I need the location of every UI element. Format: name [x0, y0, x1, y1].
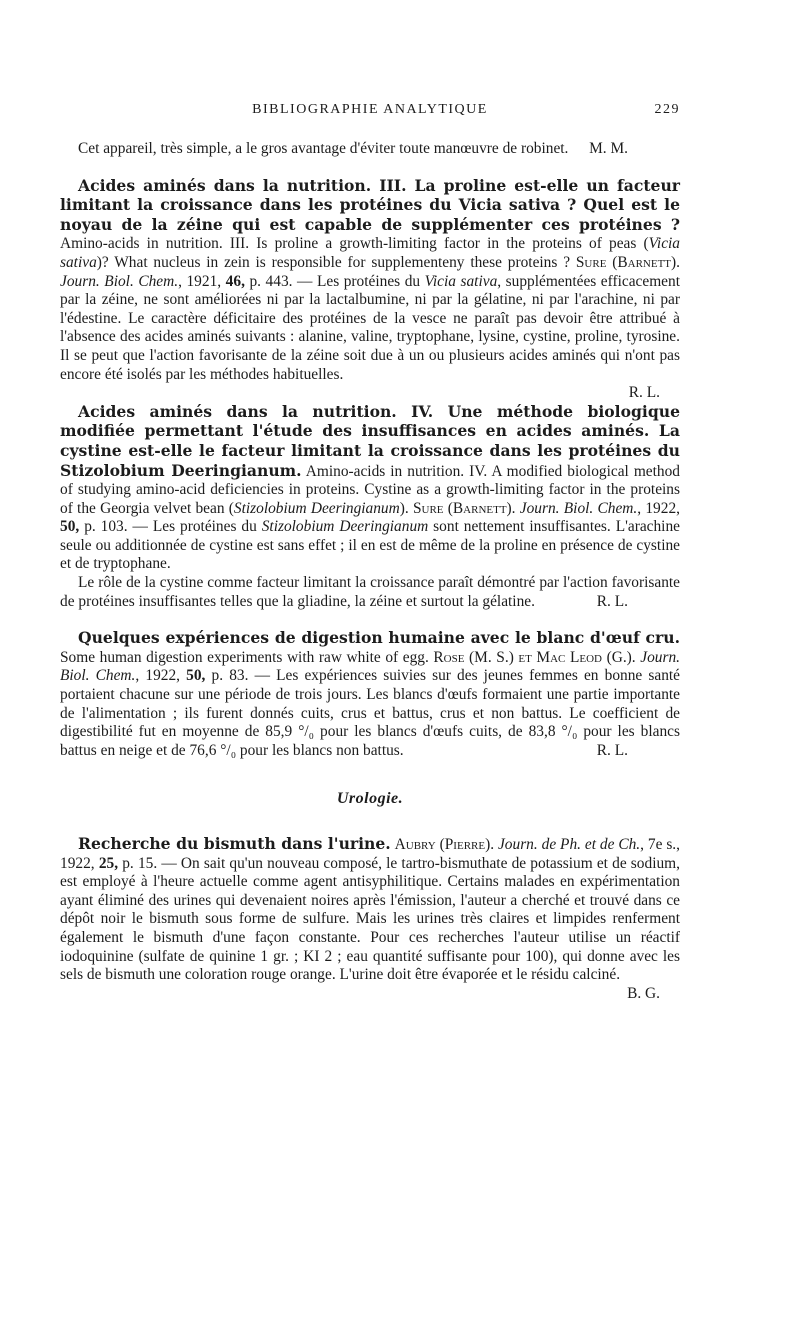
- entry-proline-author: Sure (Barnett).: [575, 253, 680, 271]
- entry-bismuth: Recherche du bismuth dans l'urine. Aubry (Pierre). Journ. de Ph. et de Ch., 7e s., 1922, 25, p. 15. — On sait qu'un nouveau composé, le tartro-bismuthate de potassium et de sodium, est employé à l'heure actuelle comme agent antisyphilitique. Certains malades en expérimentation ayant éliminé des urines qui devenaient noires après l'émission, l'auteur a cherché et trouvé dans ce dépôt noir le bismuth sous forme de sulfure. Mais les urines très claires et limpides renferment également le bismuth d'une façon constante. Pour ces recherches l'auteur utilise un réactif iodoquinine (sulfate de quinine 1 gr. ; KI 2 ; eau quantité suffisante pour 100), qui donne avec les sels de bismuth une coloration rouge orange. L'urine doit être évaporée et le résidu calciné. B. G.: [60, 834, 681, 1002]
- entry-proline-summary: — Les protéines du: [292, 272, 425, 290]
- entry-cystine: Acides aminés dans la nutrition. IV. Une méthode biologique modifiée permettant l'étude des insuffisances en acides aminés. La cystine est-elle le facteur limitant la croissance dans les protéines du Stizolobium Deeringianum. Amino-acids in nutrition. IV. A modified biological method of studying amino-acid deficiencies in proteins. Cystine as a growth-limiting factor in the proteins of the Georgia velvet bean (Stizolobium Deeringianum). Sure (Barnett). Journ. Biol. Chem., 1922, 50, p. 103. — Les protéines du Stizolobium Deeringianum sont nettement insuffisantes. L'arachine seule ou additionnée de cystine est sans effet ; il en est de même de la proline en présence de cystine et de tryptophane.: [60, 401, 680, 573]
- entry-cystine-journal: Journ. Biol. Chem.: [519, 499, 638, 517]
- entry-bismuth-volume: 25,: [98, 854, 119, 872]
- entry-bismuth-signature: B. G.: [627, 984, 660, 1002]
- entry-egg-white-summary: — Les expériences suivies sur des jeunes femmes en bonne santé portaient chacune sur une période de trois jours. Les blancs d'œufs formaient une partie importante de l'alimentation ; ils furent donnés cuits, crus et battus, crus et non battus. Le coefficient de digestibilité fut en moyenne de 85,9 °/₀ pour les blancs d'œufs cuits, de 83,8 °/₀ pour les blancs battus en neige et de 76,6 °/₀ pour les blancs non battus.: [60, 667, 680, 759]
- entry-egg-white-heading: Quelques expériences de digestion humaine avec le blanc d'œuf cru.: [78, 628, 680, 648]
- intro-text: Cet appareil, très simple, a le gros avantage d'éviter toute manœuvre de robinet.: [78, 140, 569, 157]
- entry-cystine-heading: Acides aminés dans la nutrition. IV. Une méthode biologique modifiée permettant l'étude des insuffisances en acides aminés. La cystine est-elle le facteur limitant la croissance dans les protéines du: [60, 401, 680, 460]
- intro-paragraph: [60, 140, 680, 159]
- entry-bismuth-heading: Recherche du bismuth dans l'urine.: [78, 834, 391, 853]
- entry-cystine-text-2: Le rôle de la cystine comme facteur limitant la croissance paraît démontré par l'action favorisante de protéines insuffisantes telles que la gliadine, la zéine et surtout la gélatine.: [60, 574, 680, 610]
- entry-egg-white: Quelques expériences de digestion humaine avec le blanc d'œuf cru. Some human digestion experiments with raw white of egg. Rose (M. S.) et Mac Leod (G.). Journ. Biol. Chem., 1922, 50, p. 83. — Les expériences suivies sur des jeunes femmes en bonne santé portaient chacune sur une période de trois jours. Les blancs d'œufs formaient une partie importante de l'alimentation ; ils furent donnés cuits, crus et battus, crus et non battus. Le coefficient de digestibilité fut en moyenne de 85,9 °/₀ pour les blancs d'œufs cuits, de 83,8 °/₀ pour les blancs battus en neige et de 76,6 °/₀ pour les blancs non battus. R. L.: [60, 628, 680, 759]
- entry-egg-white-journal: Journ. Biol. Chem.: [60, 648, 680, 685]
- entry-proline-signature: R. L.: [628, 384, 660, 402]
- entry-proline-journal: Journ. Biol. Chem.: [60, 272, 179, 290]
- page-body: [60, 140, 680, 1003]
- entry-proline-year: 1921,: [186, 272, 222, 290]
- section-title-urologie: Urologie.: [336, 790, 404, 808]
- entry-cystine-volume: 50,: [60, 518, 80, 536]
- entry-proline: Acides aminés dans la nutrition. III. La proline est-elle un facteur limitant la croissance dans les protéines du Vicia sativa ? Quel est le noyau de la zéine qui est capable de supplémenter ces protéines ? Amino-acids in nutrition. III. Is proline a growth-limiting factor in the proteins of peas (Vicia sativa)? What nucleus in zein is responsible for supplementeny these proteins ? Sure (Barnett). Journ. Biol. Chem., 1921, 46, p. 443. — Les protéines du Vicia sativa, supplémentées efficacement par la zéine, ne sont améliorées ni par la lactalbumine, ni par la gélatine, ni par l'arachine, ni par l'édestine. Le caractère déficitaire des protéines de la vesce ne paraît pas devoir être attribué à l'absence des acides aminés suivants : alanine, valine, tryptophane, lysine, cystine, proline, tyrosine. Il se peut que l'action favorisante de la zéine soit due à un ou plusieurs acides aminés qui n'ont pas encore été isolés par les méthodes habituelles. R. L.: [60, 175, 680, 402]
- entry-cystine-signature: R. L.: [596, 592, 628, 610]
- entry-cystine-author: Sure (Barnett).: [412, 499, 516, 517]
- entry-cystine-english: Amino-acids in nutrition. IV. A modified biological method of studying amino-acid deficiencies in proteins. Cystine as a growth-limiting factor in the proteins of the Georgia velvet bean (: [60, 462, 680, 517]
- entry-cystine-english-species: Stizolobium Deeringianum: [233, 499, 400, 517]
- entry-cystine-summary-end: sont nettement insuffisantes. L'arachine seule ou additionnée de cystine est sans effet ; il en est de même de la proline en présence de cystine et de tryptophane.: [60, 518, 680, 573]
- entry-egg-white-english: Some human digestion experiments with raw white of egg.: [60, 648, 434, 666]
- entry-bismuth-author: Aubry (Pierre).: [394, 836, 495, 853]
- entry-bismuth-summary: — On sait qu'un nouveau composé, le tartro-bismuthate de potassium et de sodium, est employé à l'heure actuelle comme agent antisyphilitique. Certains malades en expérimentation ayant éliminé des urines qui devenaient noires après l'émission, l'auteur a cherché et trouvé dans ce dépôt noir le bismuth sous forme de sulfure. Mais les urines très claires et limpides renferment également le bismuth d'une façon constante. Pour ces recherches l'auteur utilise un réactif iodoquinine (sulfate de quinine 1 gr. ; KI 2 ; eau quantité suffisante pour 100), qui donne avec les sels de bismuth une coloration rouge orange. L'urine doit être évaporée et le résidu calciné.: [60, 854, 680, 984]
- entry-proline-english-species: Vicia sativa: [60, 235, 680, 271]
- entry-egg-white-page: p. 83.: [211, 667, 249, 685]
- entry-egg-white-volume: 50,: [186, 667, 206, 685]
- entry-proline-summary-end: , supplémentées efficacement par la zéine, ne sont améliorées ni par la lactalbumine, ni par la gélatine, ni par l'arachine, ni par l'édestine. Le caractère déficitaire des protéines de la vesce ne paraît pas devoir être attribué à l'absence des acides aminés suivants : alanine, valine, tryptophane, lysine, cystine, proline, tyrosine. Il se peut que l'action favorisante de la zéine soit due à un ou plusieurs acides aminés qui n'ont pas encore été isolés par les méthodes habituelles.: [60, 272, 680, 383]
- intro-signature: M. M.: [589, 140, 628, 157]
- entry-cystine-summary: — Les protéines du: [127, 518, 262, 536]
- entry-proline-english-end: )? What nucleus in zein is responsible for supplementeny these proteins ?: [96, 253, 576, 271]
- entry-egg-white-authors: Rose (M. S.) et Mac Leod (G.).: [433, 648, 636, 666]
- entry-cystine-english-end: ).: [399, 499, 413, 517]
- entry-bismuth-series: 7e s.,: [647, 836, 681, 853]
- running-header: [60, 102, 680, 124]
- entry-proline-page: p. 443.: [249, 272, 293, 290]
- entry-egg-white-year: 1922,: [145, 667, 181, 685]
- entry-egg-white-signature: R. L.: [596, 741, 628, 759]
- entry-bismuth-page: p. 15.: [122, 854, 158, 872]
- entry-cystine-paragraph-2: [60, 574, 680, 611]
- entry-bismuth-journal: Journ. de Ph. et de Ch.: [497, 836, 641, 853]
- entry-bismuth-year: 1922,: [60, 854, 95, 872]
- running-title: BIBLIOGRAPHIE ANALYTIQUE: [252, 102, 488, 117]
- entry-cystine-page: p. 103.: [84, 518, 128, 536]
- entry-proline-heading: Acides aminés dans la nutrition. III. La proline est-elle un facteur limitant la croissance dans les protéines du Vicia sativa ? Quel est le noyau de la zéine qui est capable de supplémenter ces protéines ?: [60, 175, 680, 234]
- entry-cystine-summary-species: Stizolobium Deeringianum: [261, 518, 429, 536]
- entry-proline-english: Amino-acids in nutrition. III. Is proline a growth-limiting factor in the proteins of peas (: [60, 235, 649, 253]
- entry-proline-summary-species: Vicia sativa: [424, 272, 498, 290]
- entry-proline-volume: 46,: [225, 272, 245, 290]
- entry-cystine-year: 1922,: [645, 499, 680, 517]
- entry-cystine-heading-species: Stizolobium Deeringianum.: [60, 460, 302, 480]
- page-number: 229: [654, 102, 680, 117]
